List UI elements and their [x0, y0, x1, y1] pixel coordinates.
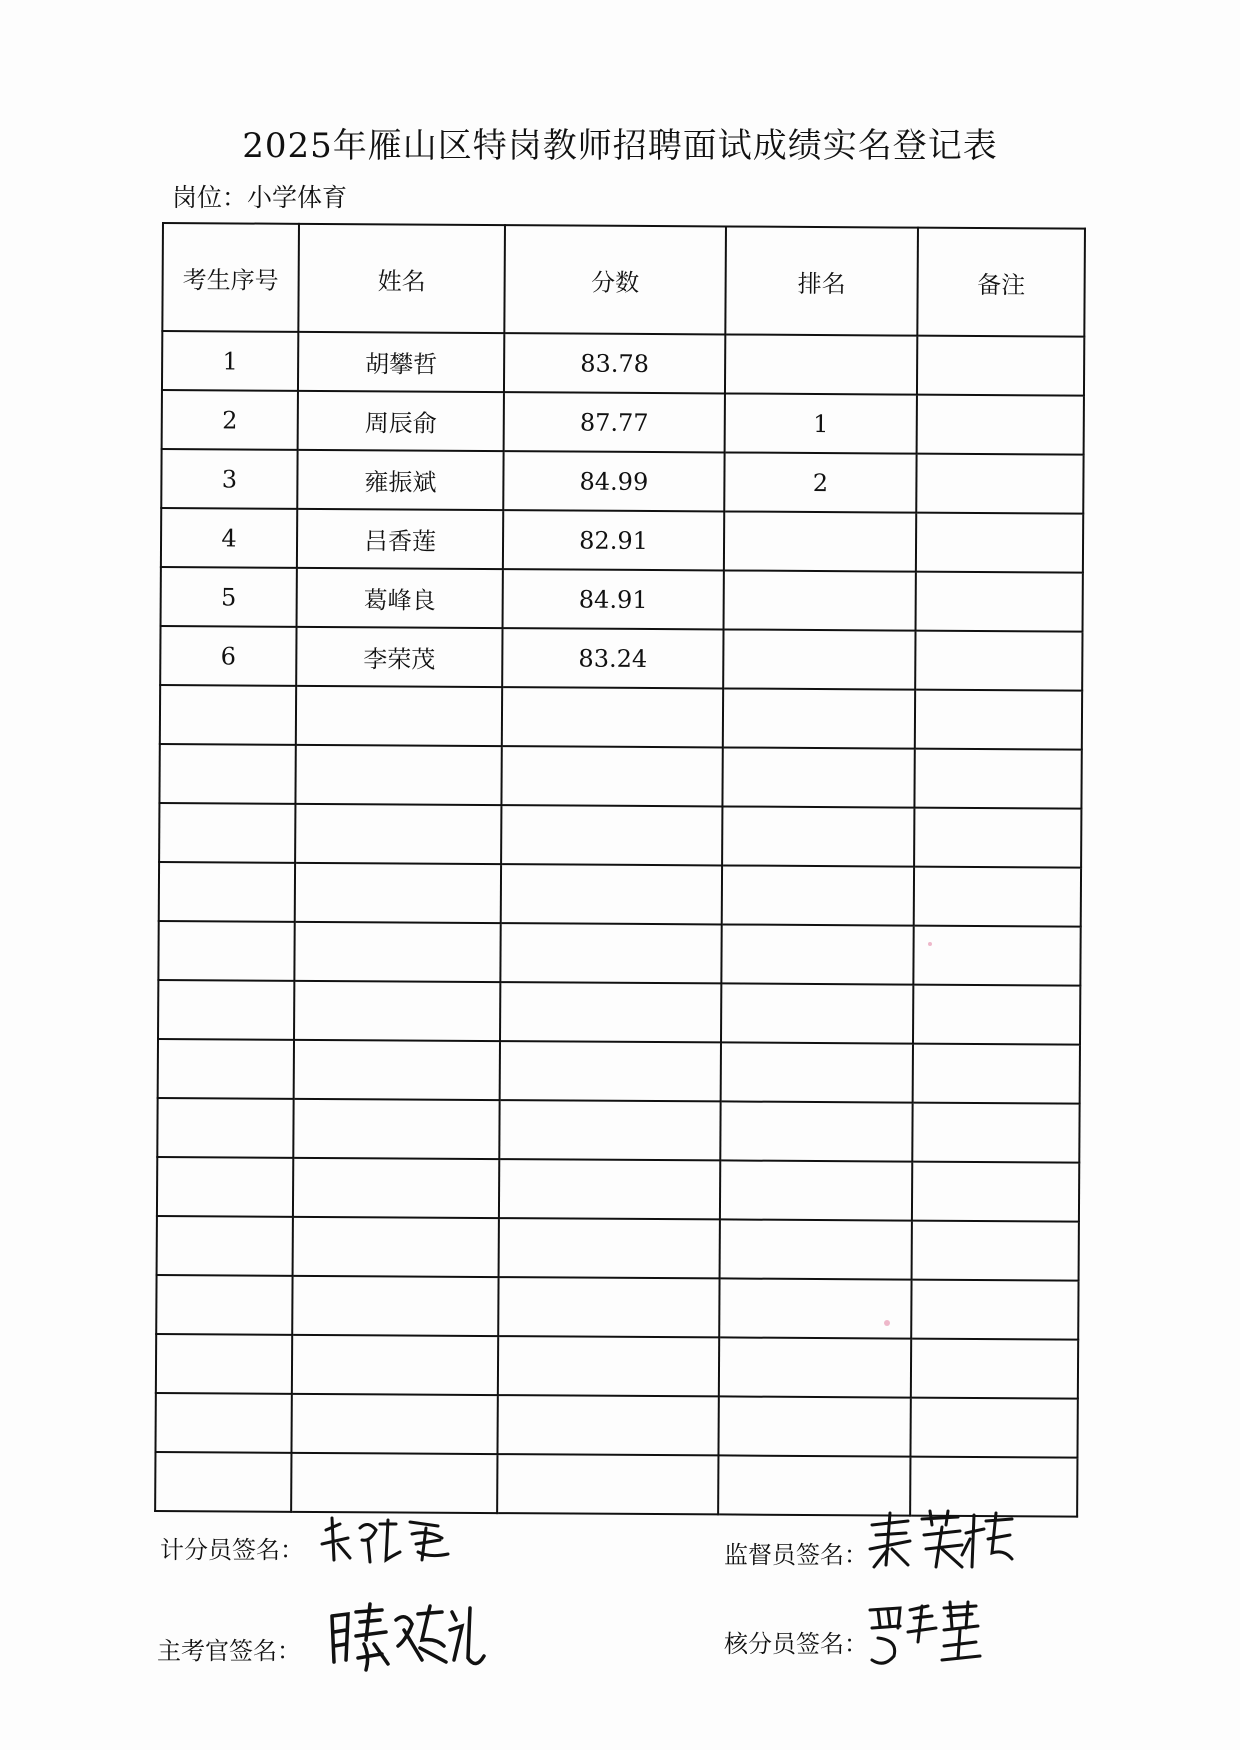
cell-seq [158, 980, 294, 1040]
position-label: 岗位： [172, 183, 248, 212]
cell-rank [720, 1219, 912, 1279]
cell-name [291, 1453, 497, 1513]
cell-name: 周辰俞 [298, 391, 504, 451]
cell-remark [912, 1221, 1079, 1281]
cell-score [500, 982, 721, 1042]
table-row [157, 1216, 1079, 1281]
ink-speck [884, 1320, 890, 1326]
cell-score: 83.24 [502, 628, 723, 688]
table-row [162, 331, 1084, 396]
table-row [155, 1393, 1077, 1458]
table-row [160, 626, 1082, 691]
header-seq: 考生序号 [162, 223, 299, 332]
cell-remark [913, 985, 1080, 1045]
header-name: 姓名 [298, 224, 505, 333]
cell-score [501, 864, 722, 924]
table-row [158, 980, 1080, 1045]
cell-score [498, 1277, 719, 1337]
cell-score [501, 746, 722, 806]
cell-seq: 1 [162, 331, 298, 391]
cell-rank [724, 570, 916, 630]
cell-remark [916, 513, 1083, 573]
table-header-row [162, 223, 1085, 337]
cell-rank [722, 747, 914, 807]
cell-rank [720, 1101, 912, 1161]
cell-rank [725, 334, 917, 394]
cell-name: 胡攀哲 [298, 332, 504, 392]
scorer-signature [318, 1510, 458, 1570]
cell-name [296, 686, 502, 746]
cell-name [293, 1158, 499, 1218]
cell-name: 吕香莲 [297, 509, 503, 569]
table-row [161, 567, 1083, 632]
table-row [157, 1098, 1079, 1163]
table-row [162, 390, 1084, 455]
cell-remark [913, 926, 1080, 986]
header-remark: 备注 [917, 228, 1085, 337]
examiner-signature [326, 1600, 486, 1680]
cell-seq [155, 1393, 291, 1453]
position-line [172, 178, 347, 214]
cell-remark [917, 336, 1084, 396]
cell-name [295, 745, 501, 805]
cell-rank [722, 865, 914, 925]
cell-remark [911, 1339, 1078, 1399]
cell-score [498, 1336, 719, 1396]
cell-remark [913, 1044, 1080, 1104]
cell-name [295, 804, 501, 864]
cell-seq: 5 [161, 567, 297, 627]
examiner-signature-label: 主考官签名： [157, 1637, 301, 1665]
cell-score [502, 687, 723, 747]
cell-seq [157, 1157, 293, 1217]
cell-name [291, 1394, 497, 1454]
position-value: 小学体育 [247, 183, 348, 212]
cell-name: 李荣茂 [296, 627, 502, 687]
cell-rank [719, 1337, 911, 1397]
cell-score [499, 1100, 720, 1160]
table-row [159, 744, 1081, 809]
cell-score [501, 805, 722, 865]
cell-rank [723, 688, 915, 748]
cell-score [499, 1159, 720, 1219]
table-row [156, 1334, 1078, 1399]
cell-remark [912, 1103, 1079, 1163]
table-row [160, 685, 1082, 750]
cell-remark [914, 808, 1081, 868]
cell-score [500, 1041, 721, 1101]
cell-remark [914, 867, 1081, 927]
cell-score: 84.99 [503, 451, 724, 511]
cell-seq [159, 862, 295, 922]
cell-seq: 3 [161, 449, 297, 509]
table-row [161, 449, 1083, 514]
cell-seq [159, 744, 295, 804]
cell-rank: 2 [724, 452, 916, 512]
header-rank: 排名 [725, 226, 918, 335]
table-row [158, 1039, 1080, 1104]
scorer-signature-label: 计分员签名： [160, 1536, 304, 1564]
cell-score [497, 1454, 718, 1514]
table-row [159, 862, 1081, 927]
cell-rank [722, 806, 914, 866]
cell-rank: 1 [725, 393, 917, 453]
verifier-signature [864, 1598, 984, 1678]
cell-seq [157, 1098, 293, 1158]
cell-name [292, 1276, 498, 1336]
cell-score: 83.78 [504, 333, 725, 393]
cell-remark [910, 1398, 1077, 1458]
cell-rank [720, 1160, 912, 1220]
cell-rank [724, 511, 916, 571]
cell-seq: 4 [161, 508, 297, 568]
cell-seq: 2 [162, 390, 298, 450]
cell-remark [915, 690, 1082, 750]
supervisor-signature-label: 监督员签名： [724, 1541, 868, 1569]
cell-seq [159, 803, 295, 863]
cell-score [497, 1395, 718, 1455]
cell-name [295, 863, 501, 923]
table-row [159, 803, 1081, 868]
verifier-signature-label: 核分员签名： [724, 1630, 868, 1658]
cell-seq [156, 1275, 292, 1335]
cell-rank [719, 1278, 911, 1338]
cell-seq [158, 921, 294, 981]
cell-name [292, 1335, 498, 1395]
cell-seq [155, 1452, 291, 1512]
table-row [158, 921, 1080, 986]
ink-speck [928, 942, 932, 946]
cell-remark [916, 454, 1083, 514]
cell-name [294, 981, 500, 1041]
page-title: 2025年雁山区特岗教师招聘面试成绩实名登记表 [242, 126, 998, 166]
score-table [154, 222, 1086, 1518]
cell-seq [158, 1039, 294, 1099]
supervisor-signature [866, 1505, 1016, 1575]
cell-rank [723, 629, 915, 689]
table-body [155, 331, 1084, 1517]
cell-score [500, 923, 721, 983]
cell-remark [914, 749, 1081, 809]
cell-remark [915, 631, 1082, 691]
cell-seq [157, 1216, 293, 1276]
cell-score: 84.91 [503, 569, 724, 629]
cell-name: 葛峰良 [297, 568, 503, 628]
table-row [157, 1157, 1079, 1222]
cell-rank [718, 1396, 910, 1456]
header-score: 分数 [504, 225, 726, 334]
cell-remark [917, 395, 1084, 455]
cell-remark [912, 1162, 1079, 1222]
cell-name: 雍振斌 [297, 450, 503, 510]
cell-rank [721, 1042, 913, 1102]
cell-score: 87.77 [504, 392, 725, 452]
cell-rank [721, 983, 913, 1043]
cell-remark [911, 1280, 1078, 1340]
cell-name [293, 1217, 499, 1277]
cell-name [293, 1099, 499, 1159]
cell-rank [721, 924, 913, 984]
cell-name [294, 922, 500, 982]
cell-score: 82.91 [503, 510, 724, 570]
table-row [161, 508, 1083, 573]
table-row [156, 1275, 1078, 1340]
cell-remark [916, 572, 1083, 632]
cell-seq [160, 685, 296, 745]
cell-name [294, 1040, 500, 1100]
cell-seq [156, 1334, 292, 1394]
cell-score [499, 1218, 720, 1278]
cell-seq: 6 [160, 626, 296, 686]
